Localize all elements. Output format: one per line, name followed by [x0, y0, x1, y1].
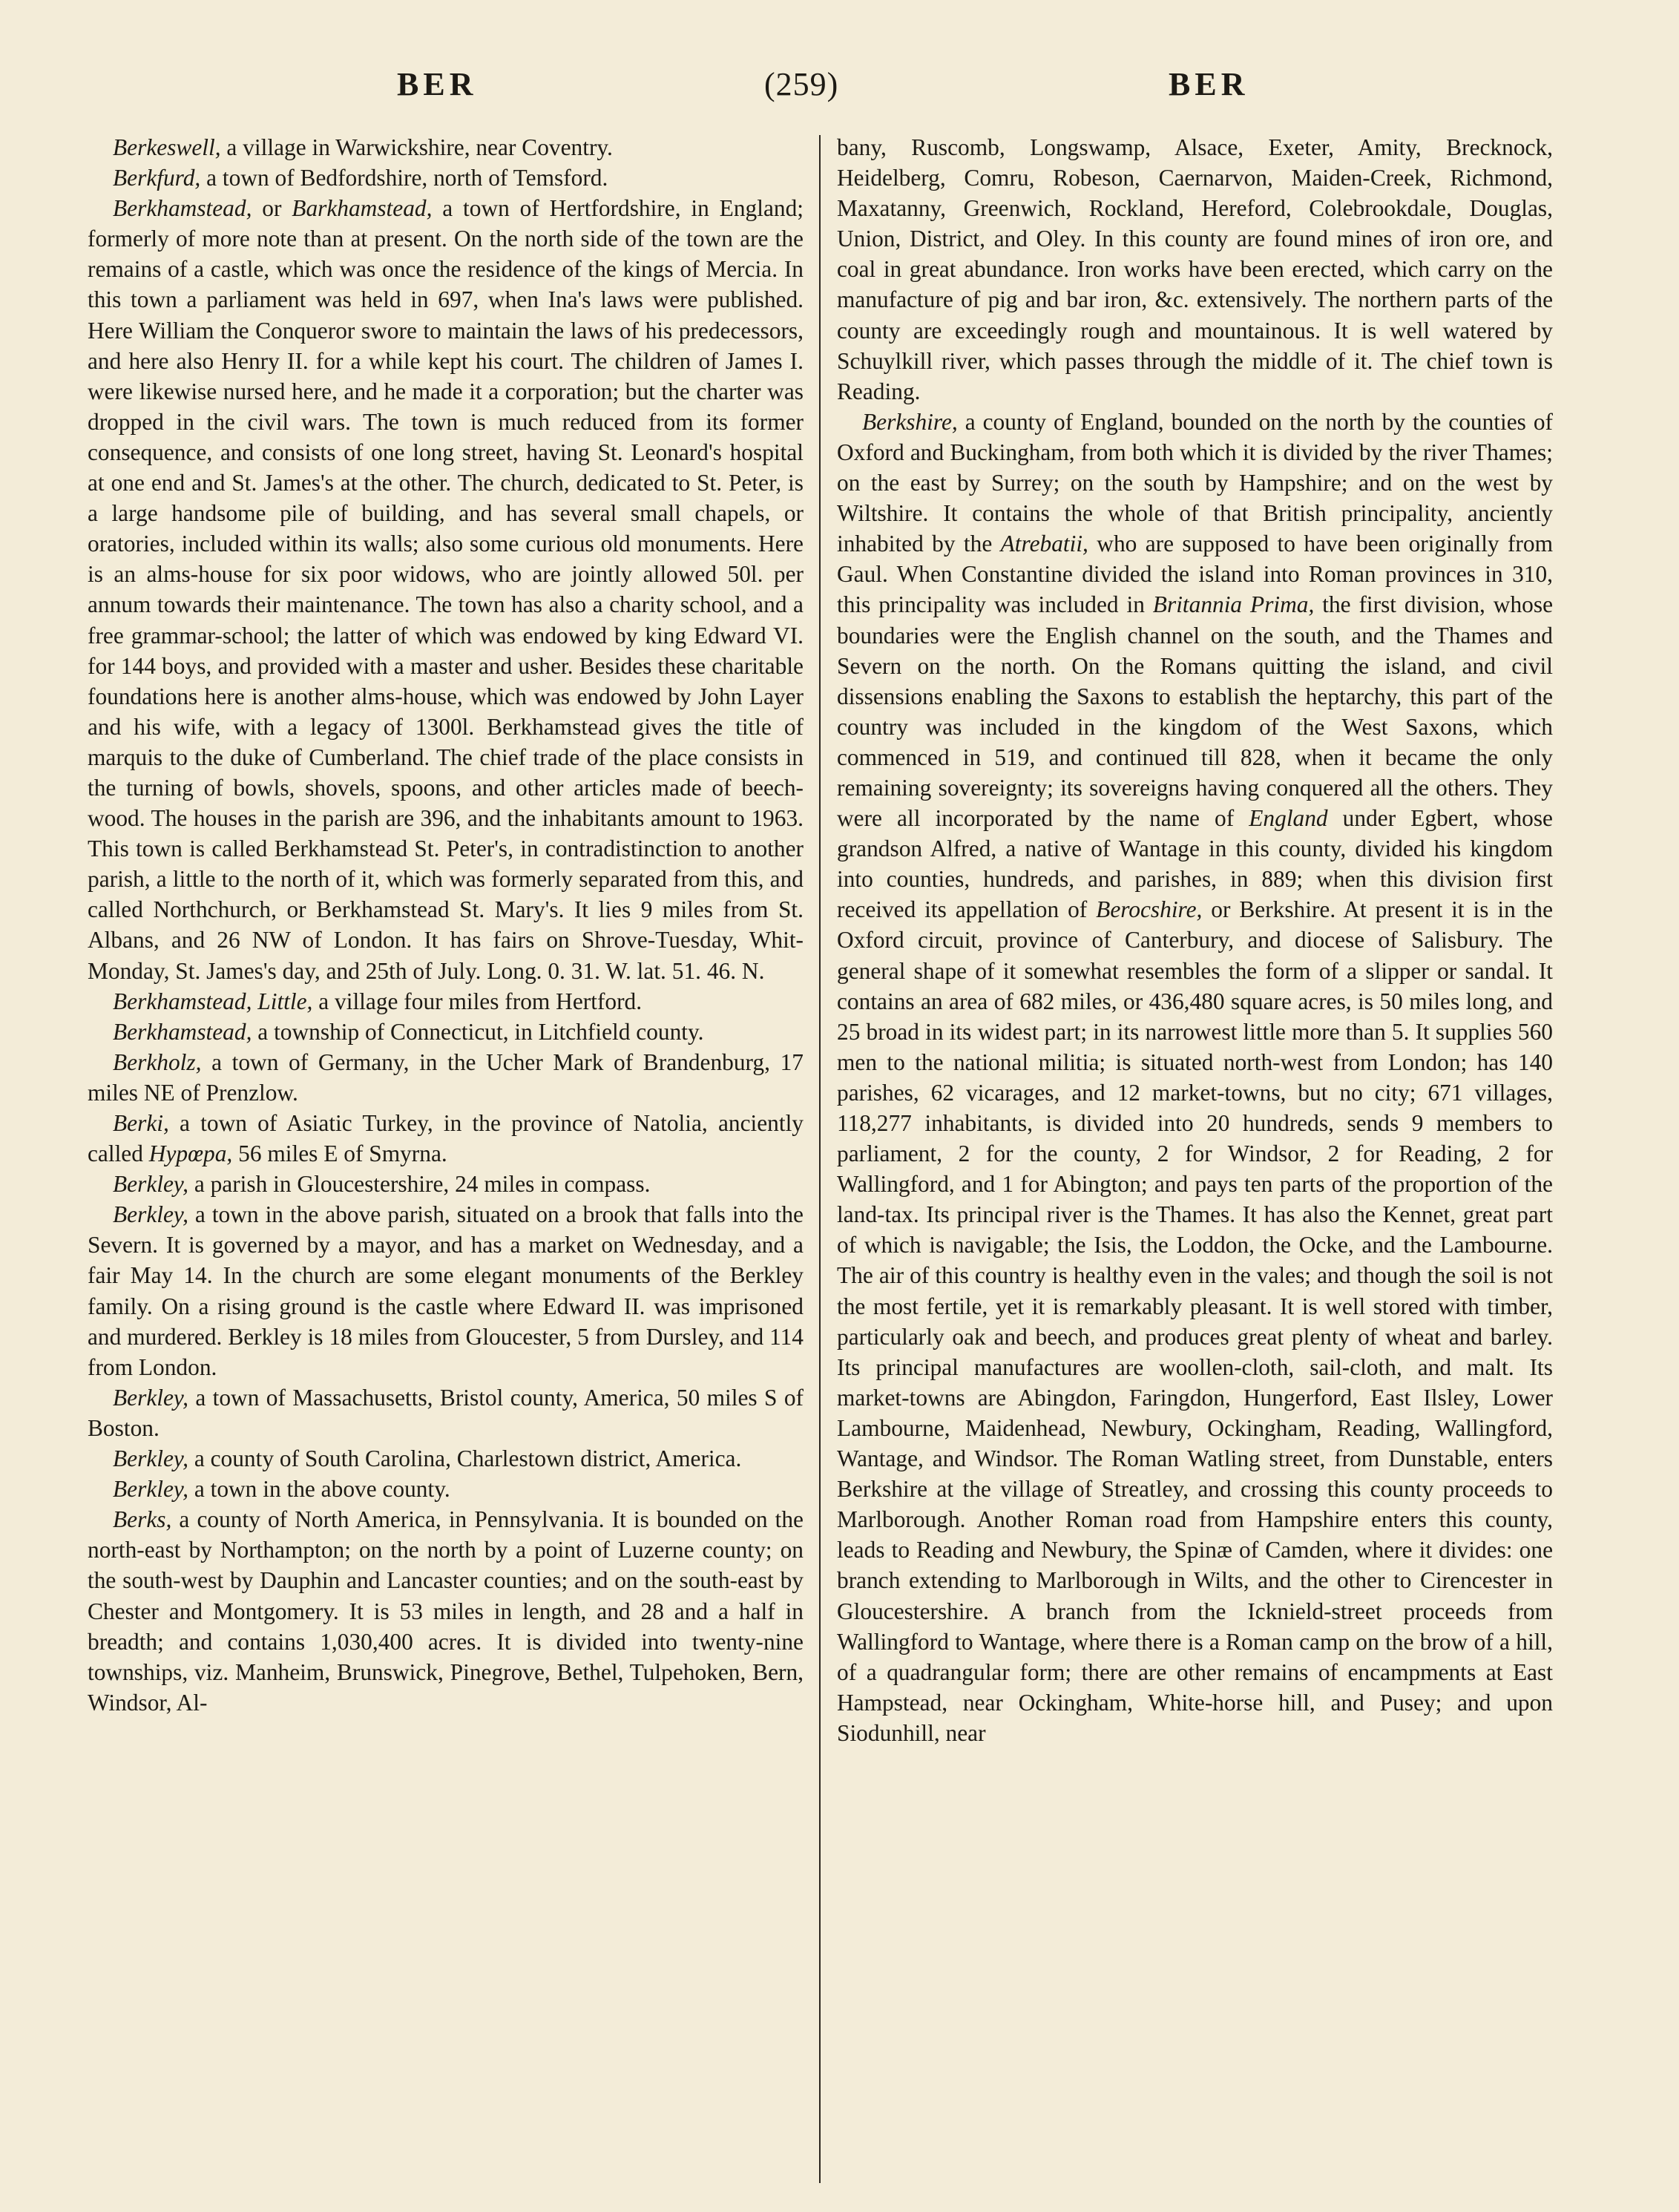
entry-text: bany, Ruscomb, Longswamp, Alsace, Exeter, Amity, Brecknock, Heidelberg, Comru, Robeson, Caernarvon, Maiden-Creek, Richmond, Maxatanny, Greenwich, Rockland, Hereford, Colebrookdale, Douglas, Union, District, and Oley. In this county are found mines of iron ore, and coal in great abundance. Iron works have been erected, which carry on the manufacture of pig and bar iron, &c. extensively. The northern parts of the county are exceedingly rough and mountainous. It is well watered by Schuylkill river, which passes through the middle of it. The chief town is Reading.: [837, 134, 1553, 404]
headword: Berkley,: [113, 1171, 188, 1198]
entry-text: a town of Asiatic Turkey, in the province of Natolia, anciently called: [88, 1110, 804, 1167]
entry-continuation: [837, 132, 1553, 407]
headword: Berkeswell,: [113, 134, 221, 160]
entry: [88, 193, 804, 985]
entry: [88, 1382, 804, 1443]
entry-text: a parish in Gloucestershire, 24 miles in compass.: [188, 1171, 651, 1198]
column-divider: [819, 135, 821, 2183]
entry-text: a village four miles from Hertford.: [312, 988, 643, 1014]
headword: Berkholz,: [113, 1048, 202, 1075]
entry: [88, 132, 804, 163]
header-left-guideword: BER: [397, 66, 478, 102]
entry-text: a county of North America, in Pennsylvania. It is bounded on the north-east by Northampton; on the north by a point of Luzerne county; on the south-west by Dauphin and Lancaster counties; and on the south-east by Chester and Montgomery. It is 53 miles in length, and 28 and a half in breadth; and contains 1,030,400 acres. It is divided into twenty-nine townships, viz. Manheim, Brunswick, Pinegrove, Bethel, Tulpehoken, Bern, Windsor, Al-: [88, 1506, 804, 1716]
entry-text: a town in the above county.: [188, 1476, 450, 1503]
entry-text: who are supposed to have been originally from Gaul. When Constantine divided the island into Roman provinces in 310, this principality was included in: [837, 531, 1553, 618]
italic-term: Hypœpa,: [148, 1141, 233, 1167]
entry: [88, 1443, 804, 1474]
entry: [88, 1017, 804, 1047]
entry: [88, 1474, 804, 1504]
headword: Berkhamstead,: [113, 195, 252, 222]
entry: [88, 1504, 804, 1718]
headword: Berkley,: [113, 1445, 188, 1472]
entry-text: a village in Warwickshire, near Coventry.: [220, 134, 613, 160]
entry-text: the first division, whose boundaries were the English channel on the south, and the Thames and Severn on the north. On the Romans quitting the island, and civil dissensions enabling the Saxons to establish the heptarchy, this part of the country was included in the kingdom of the West Saxons, which commenced in 519, and continued till 828, when it became the only remaining sovereignty; its sovereigns having conquered all the others. They were all incorporated by the name of: [837, 591, 1553, 832]
headword: Berks,: [113, 1506, 172, 1533]
entry-text: a county of England, bounded on the north by the counties of Oxford and Buckingham, from both which it is divided by the river Thames; on the east by Surrey; on the south by Hampshire; and on the west by Wiltshire. It contains the whole of that British principality, anciently inhabited by the: [837, 408, 1553, 557]
entry-text: a town of Bedfordshire, north of Temsford.: [200, 165, 608, 191]
headword: Berkley,: [113, 1476, 188, 1503]
headword: Berkley,: [113, 1384, 188, 1411]
headword: Berkfurd,: [113, 165, 201, 191]
entry-text: a township of Connecticut, in Litchfield county.: [252, 1018, 704, 1045]
entry-text: a town of Massachusetts, Bristol county, America, 50 miles S of Boston.: [88, 1384, 804, 1441]
entry-text: a county of South Carolina, Charlestown district, America.: [188, 1445, 742, 1472]
entry-text: or: [252, 195, 292, 222]
headword: Berkhamstead,: [113, 1018, 252, 1045]
headword: Berkshire,: [862, 408, 958, 435]
entry: [88, 1169, 804, 1199]
entry-text: 56 miles E of Smyrna.: [232, 1141, 447, 1167]
italic-term: Britannia Prima,: [1152, 591, 1315, 618]
entry-text: a town of Germany, in the Ucher Mark of Brandenburg, 17 miles NE of Prenzlow.: [88, 1048, 804, 1106]
headword: Berki,: [113, 1110, 169, 1136]
entry: [88, 1047, 804, 1108]
entry-text: under Egbert, whose grandson Alfred, a native of Wantage in this county, divided his kingdom into counties, hundreds, and parishes, in 889; when this division first received its appellation of: [837, 805, 1553, 923]
running-header: [0, 65, 1679, 117]
entry: [837, 407, 1553, 1748]
italic-term: Berocshire,: [1096, 896, 1203, 923]
entry-text: a town in the above parish, situated on a brook that falls into the Severn. It is governed by a mayor, and has a market on Wednesday, and a fair May 14. In the church are some elegant monuments of the Berkley family. On a rising ground is the castle where Edward II. was imprisoned and murdered. Berkley is 18 miles from Gloucester, 5 from Dursley, and 114 from London.: [88, 1201, 804, 1380]
headword-variant: Barkhamstead,: [292, 195, 433, 222]
left-column: [88, 132, 804, 2180]
italic-term: Atrebatii,: [1000, 531, 1088, 557]
header-right-guideword: BER: [1169, 66, 1249, 102]
right-column: [837, 132, 1553, 2180]
entry: [88, 1199, 804, 1382]
entry: [88, 1108, 804, 1169]
entry: [88, 163, 804, 193]
headword: Berkhamstead, Little,: [113, 988, 313, 1014]
entry-text: or Berkshire. At present it is in the Oxford circuit, province of Canterbury, and diocese of Salisbury. The general shape of it somewhat resembles the form of a slipper or sandal. It contains an area of 682 miles, or 436,480 square acres, is 50 miles long, and 25 broad in its widest part; in its narrowest little more than 5. It supplies 560 men to the national militia; is situated north-west from London; has 140 parishes, 62 vicarages, and 12 market-towns, but no city; 671 villages, 118,277 inhabitants, is divided into 20 hundreds, sends 9 members to parliament, 2 for the county, 2 for Windsor, 2 for Reading, 2 for Wallingford, and 1 for Abington; and pays ten parts of the proportion of the land-tax. Its principal river is the Thames. It has also the Kennet, great part of which is navigable; the Isis, the Loddon, the Ocke, and the Lambourne. The air of this country is healthy even in the vales; and though the soil is not the most fertile, yet it is remarkably pleasant. It is well stored with timber, particularly oak and beech, and produces great plenty of wheat and barley. Its principal manufactures are woollen-cloth, sail-cloth, and malt. Its market-towns are Abingdon, Faringdon, Hungerford, East Ilsley, Lower Lambourne, Maidenhead, Newbury, Ockingham, Reading, Wallingford, Wantage, and Windsor. The Roman Watling street, from Dunstable, enters Berkshire at the village of Streatley, and crossing this county proceeds to Marlborough. Another Roman road from Hampshire enters this county, leads to Reading and Newbury, the Spinæ of Camden, where it divides: one branch extending to Marlborough in Wilts, and the other to Cirencester in Gloucestershire. A branch from the Icknield-street proceeds from Wallingford to Wantage, where there is a Roman camp on the brow of a hill, of a quadrangular form; there are other remains of encampments at East Hampstead, near Ockingham, White-horse hill, and Pusey; and upon Siodunhill, near: [837, 896, 1553, 1746]
italic-term: England: [1249, 805, 1328, 832]
headword: Berkley,: [113, 1201, 188, 1228]
entry: [88, 986, 804, 1017]
entry-text: a town of Hertfordshire, in England; formerly of more note than at present. On the north side of the town are the remains of a castle, which was once the residence of the kings of Mercia. In this town a parliament was held in 697, when Ina's laws were published. Here William the Conqueror swore to maintain the laws of his predecessors, and here also Henry II. for a while kept his court. The children of James I. were likewise nursed here, and he made it a corporation; but the charter was dropped in the civil wars. The town is much reduced from its former consequence, and consists of one long street, having St. Leonard's hospital at one end and St. James's at the other. The church, dedicated to St. Peter, is a large handsome pile of building, and has several small chapels, or oratories, included within its walls; also some curious old monuments. Here is an alms-house for six poor widows, who are jointly allowed 50l. per annum towards their maintenance. The town has also a charity school, and a free grammar-school; the latter of which was endowed by king Edward VI. for 144 boys, and provided with a master and usher. Besides these charitable foundations here is another alms-house, which was endowed by John Layer and his wife, with a legacy of 1300l. Berkhamstead gives the title of marquis to the duke of Cumberland. The chief trade of the place consists in the turning of bowls, shovels, spoons, and other articles made of beech-wood. The houses in the parish are 396, and the inhabitants amount to 1963. This town is called Berkhamstead St. Peter's, in contradistinction to another parish, a little to the north of it, which was formerly separated from this, and called Northchurch, or Berkhamstead St. Mary's. It lies 9 miles from St. Albans, and 26 NW of London. It has fairs on Shrove-Tuesday, Whit-Monday, St. James's day, and 25th of July. Long. 0. 31. W. lat. 51. 46. N.: [88, 195, 804, 984]
page-number: (259): [764, 66, 839, 102]
